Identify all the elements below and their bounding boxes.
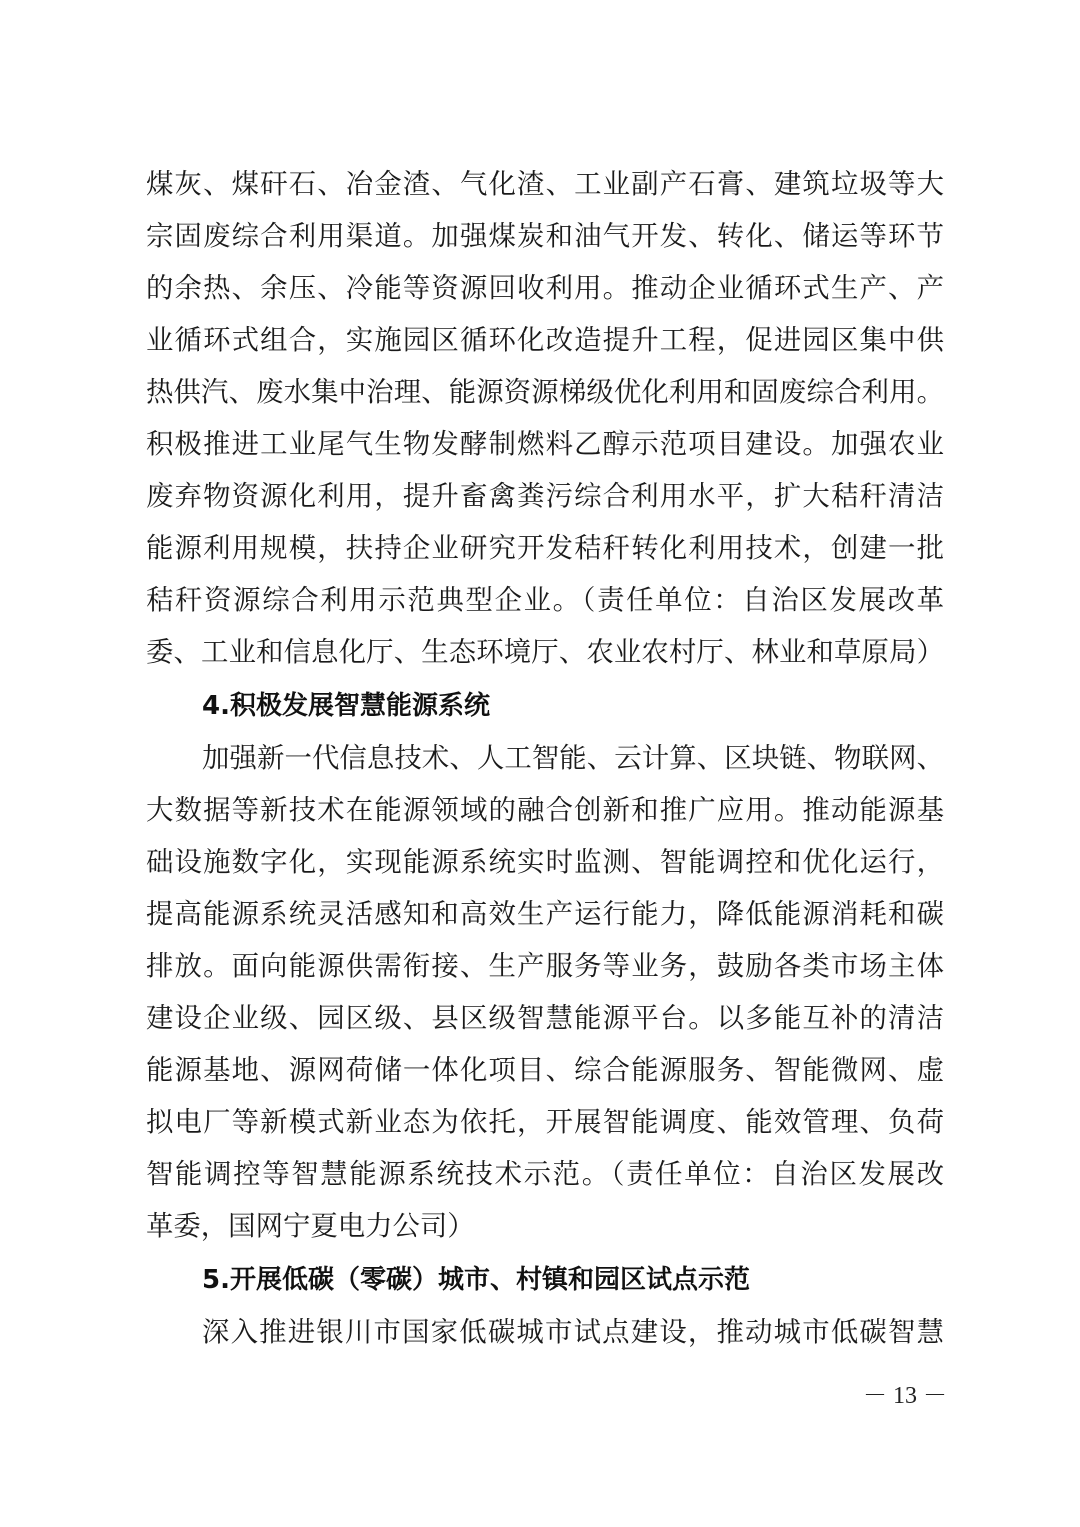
paragraph-line: 业循环式组合，实施园区循环化改造提升工程，促进园区集中供 xyxy=(146,325,944,356)
paragraph-line: 秸秆资源综合利用示范典型企业。（责任单位：自治区发展改革 xyxy=(146,585,944,616)
paragraph-line: 积极推进工业尾气生物发酵制燃料乙醇示范项目建设。加强农业 xyxy=(146,429,944,460)
paragraph-line: 建设企业级、园区级、县区级智慧能源平台。以多能互补的清洁 xyxy=(146,1003,944,1034)
paragraph-line: 能源基地、源网荷储一体化项目、综合能源服务、智能微网、虚 xyxy=(146,1055,944,1086)
page-number: － 13 － xyxy=(863,1383,947,1409)
paragraph-line: 废弃物资源化利用，提升畜禽粪污综合利用水平，扩大秸秆清洁 xyxy=(146,481,944,512)
paragraph-line: 智能调控等智慧能源系统技术示范。（责任单位：自治区发展改 xyxy=(146,1159,944,1190)
section-heading-4: 4.积极发展智慧能源系统 xyxy=(202,691,490,721)
paragraph-line: 热供汽、废水集中治理、能源资源梯级优化利用和固废综合利用。 xyxy=(146,377,944,408)
paragraph-line: 础设施数字化，实现能源系统实时监测、智能调控和优化运行， xyxy=(146,847,944,878)
paragraph-line: 排放。面向能源供需衔接、生产服务等业务，鼓励各类市场主体 xyxy=(146,951,944,982)
paragraph-line: 大数据等新技术在能源领域的融合创新和推广应用。推动能源基 xyxy=(146,795,944,826)
paragraph-line: 的余热、余压、冷能等资源回收利用。推动企业循环式生产、产 xyxy=(146,273,944,304)
section-heading-5: 5.开展低碳（零碳）城市、村镇和园区试点示范 xyxy=(202,1265,750,1295)
paragraph-line: 加强新一代信息技术、人工智能、云计算、区块链、物联网、 xyxy=(202,743,944,774)
paragraph-line: 宗固废综合利用渠道。加强煤炭和油气开发、转化、储运等环节 xyxy=(146,221,944,252)
paragraph-line: 能源利用规模，扶持企业研究开发秸秆转化利用技术，创建一批 xyxy=(146,533,944,564)
paragraph-line: 提高能源系统灵活感知和高效生产运行能力，降低能源消耗和碳 xyxy=(146,899,944,930)
paragraph-line: 革委，国网宁夏电力公司） xyxy=(146,1211,475,1242)
paragraph-line: 煤灰、煤矸石、冶金渣、气化渣、工业副产石膏、建筑垃圾等大 xyxy=(146,169,944,200)
paragraph-line: 委、工业和信息化厅、生态环境厅、农业农村厅、林业和草原局） xyxy=(146,637,944,668)
paragraph-line: 深入推进银川市国家低碳城市试点建设，推动城市低碳智慧 xyxy=(202,1317,944,1348)
paragraph-line: 拟电厂等新模式新业态为依托，开展智能调度、能效管理、负荷 xyxy=(146,1107,944,1138)
